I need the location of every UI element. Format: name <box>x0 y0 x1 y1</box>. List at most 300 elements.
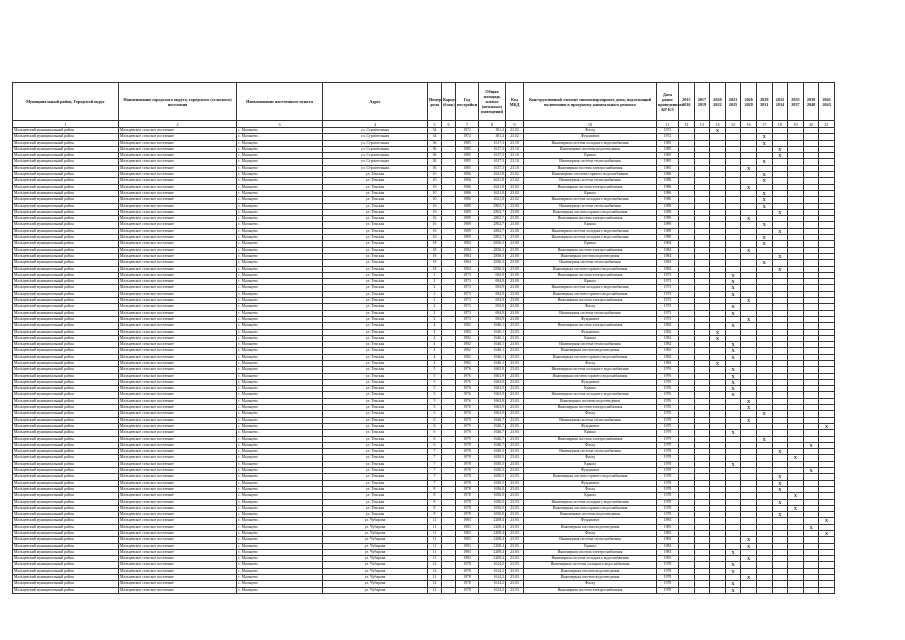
address-cell: ул. Тенская <box>323 373 428 379</box>
address-cell: ул. Тенская <box>323 411 428 417</box>
district-cell: Мальцевский муниципальный район <box>13 222 119 228</box>
code-cell: 23.03 <box>506 575 524 581</box>
period-mark: X <box>819 518 835 524</box>
address-cell: ул. Тенская <box>323 216 428 222</box>
prev-repair-date-cell: 1976 <box>657 379 679 385</box>
district-cell: Мальцевский муниципальный район <box>13 524 119 530</box>
house-number-cell: 11 <box>428 531 442 537</box>
prev-repair-date-cell: 1978 <box>657 486 679 492</box>
element-cell: Инженерная система электроснабжения <box>524 587 657 593</box>
settlement-cell: Мальцевское сельское поселение <box>119 323 237 329</box>
period-cell <box>741 587 757 593</box>
period-mark: X <box>772 512 788 518</box>
element-cell: Инженерная система водоотведения <box>524 524 657 530</box>
period-mark: X <box>741 405 757 411</box>
year-cell: 1984 <box>456 260 479 266</box>
year-cell: 1978 <box>456 461 479 467</box>
area-cell: 1617,3 <box>479 146 506 152</box>
locality-cell: с. Мальцево <box>237 587 323 593</box>
prev-repair-date-cell: 1979 <box>657 417 679 423</box>
code-cell: 23.03 <box>506 562 524 568</box>
code-cell: 23.03 <box>506 373 524 379</box>
period-mark: X <box>725 323 741 329</box>
locality-cell: с. Мальцево <box>237 562 323 568</box>
locality-cell: с. Мальцево <box>237 190 323 196</box>
settlement-cell: Мальцевское сельское поселение <box>119 524 237 530</box>
period-mark: X <box>725 562 741 568</box>
column-number: 9 <box>506 121 524 128</box>
period-mark: X <box>756 241 772 247</box>
area-cell: 2621,8 <box>479 190 506 196</box>
district-cell: Мальцевский муниципальный район <box>13 367 119 373</box>
area-cell: 1617,3 <box>479 165 506 171</box>
area-cell: 1646,1 <box>479 329 506 335</box>
code-cell: 23.03 <box>506 493 524 499</box>
header-area: Общая площадь жилых (нежилых) помещений <box>479 83 506 121</box>
area-cell: 2836,3 <box>479 253 506 259</box>
year-cell: 1982 <box>456 329 479 335</box>
header-period: 2023 2025 <box>725 83 741 121</box>
settlement-cell: Мальцевское сельское поселение <box>119 216 237 222</box>
element-cell: Фундамент <box>524 423 657 429</box>
column-number: 18 <box>772 121 788 128</box>
table-body <box>13 128 835 594</box>
code-cell: 23.03 <box>506 379 524 385</box>
settlement-cell: Мальцевское сельское поселение <box>119 543 237 549</box>
settlement-cell: Мальцевское сельское поселение <box>119 537 237 543</box>
district-cell: Мальцевский муниципальный район <box>13 291 119 297</box>
district-cell: Мальцевский муниципальный район <box>13 285 119 291</box>
element-cell: Инженерная система холодного водоснабжения <box>524 140 657 146</box>
locality-cell: с. Мальцево <box>237 386 323 392</box>
house-number-cell: 12 <box>428 581 442 587</box>
code-cell: 23.03 <box>506 367 524 373</box>
element-cell: Инженерная система водоотведения <box>524 568 657 574</box>
year-cell: 1984 <box>456 266 479 272</box>
period-mark: X <box>741 417 757 423</box>
header-house-number: Номер дома <box>428 83 442 121</box>
element-cell: Фасад <box>524 304 657 310</box>
locality-cell: с. Мальцево <box>237 398 323 404</box>
settlement-cell: Мальцевское сельское поселение <box>119 253 237 259</box>
district-cell: Мальцевский муниципальный район <box>13 386 119 392</box>
year-cell: 1973 <box>456 285 479 291</box>
house-number-cell: 16 <box>428 216 442 222</box>
year-cell: 1985 <box>456 153 479 159</box>
settlement-cell: Мальцевское сельское поселение <box>119 360 237 366</box>
code-cell: 23.03 <box>506 386 524 392</box>
address-cell: ул. Тенская <box>323 449 428 455</box>
year-cell: 1985 <box>456 146 479 152</box>
area-cell: 2802,7 <box>479 209 506 215</box>
settlement-cell: Мальцевское сельское поселение <box>119 329 237 335</box>
address-cell: ул. Строительная <box>323 140 428 146</box>
settlement-cell: Мальцевское сельское поселение <box>119 512 237 518</box>
district-cell: Мальцевский муниципальный район <box>13 272 119 278</box>
area-cell: 1663,9 <box>479 405 506 411</box>
settlement-cell: Мальцевское сельское поселение <box>119 222 237 228</box>
settlement-cell: Мальцевское сельское поселение <box>119 587 237 593</box>
period-mark: X <box>772 209 788 215</box>
district-cell: Мальцевский муниципальный район <box>13 216 119 222</box>
element-cell: Инженерная система теплоснабжения <box>524 417 657 423</box>
settlement-cell: Мальцевское сельское поселение <box>119 386 237 392</box>
year-cell: 1982 <box>456 354 479 360</box>
district-cell: Мальцевский муниципальный район <box>13 348 119 354</box>
period-mark: X <box>725 348 741 354</box>
address-cell: ул. Тенская <box>323 298 428 304</box>
prev-repair-date-cell: 1973 <box>657 272 679 278</box>
column-number: 12 <box>679 121 695 128</box>
address-cell: ул. Тенская <box>323 360 428 366</box>
address-cell: ул. Строительная <box>323 146 428 152</box>
year-cell: 1989 <box>456 216 479 222</box>
year-cell: 1979 <box>456 417 479 423</box>
prev-repair-date-cell: 1978 <box>657 480 679 486</box>
header-address: Адрес <box>323 83 428 121</box>
element-cell: Инженерные системы водоотведения <box>524 512 657 518</box>
district-cell: Мальцевский муниципальный район <box>13 411 119 417</box>
district-cell: Мальцевский муниципальный район <box>13 537 119 543</box>
settlement-cell: Мальцевское сельское поселение <box>119 549 237 555</box>
year-cell: 1984 <box>456 247 479 253</box>
period-mark: X <box>710 360 726 366</box>
year-cell: 1979 <box>456 423 479 429</box>
prev-repair-date-cell: 1983 <box>657 543 679 549</box>
code-cell: 23.10 <box>506 140 524 146</box>
area-cell: 1650,5 <box>479 474 506 480</box>
area-cell: 694,9 <box>479 272 506 278</box>
address-cell: ул. Тенская <box>323 184 428 190</box>
prev-repair-date-cell: 1985 <box>657 165 679 171</box>
code-cell: 23.03 <box>506 436 524 442</box>
prev-repair-date-cell: 1978 <box>657 468 679 474</box>
element-cell: Инженерная система холодного водоснабжения <box>524 285 657 291</box>
house-number-cell: 18 <box>428 241 442 247</box>
settlement-cell: Мальцевское сельское поселение <box>119 474 237 480</box>
year-cell: 1986 <box>456 190 479 196</box>
area-cell: 1646,1 <box>479 335 506 341</box>
district-cell: Мальцевский муниципальный район <box>13 304 119 310</box>
prev-repair-date-cell: 1978 <box>657 449 679 455</box>
code-cell: 23.03 <box>506 423 524 429</box>
area-cell: 2802,7 <box>479 228 506 234</box>
address-cell: ул. Тенская <box>323 285 428 291</box>
year-cell: 1976 <box>456 405 479 411</box>
district-cell: Мальцевский муниципальный район <box>13 512 119 518</box>
year-cell: 1976 <box>456 398 479 404</box>
address-cell: ул. Тенская <box>323 348 428 354</box>
address-cell: ул. Чубарова <box>323 537 428 543</box>
settlement-cell: Мальцевское сельское поселение <box>119 493 237 499</box>
code-cell: 23.03 <box>506 549 524 555</box>
locality-cell: с. Мальцево <box>237 253 323 259</box>
header-period: 2020 2022 <box>710 83 726 121</box>
district-cell: Мальцевский муниципальный район <box>13 184 119 190</box>
district-cell: Мальцевский муниципальный район <box>13 468 119 474</box>
locality-cell: с. Мальцево <box>237 279 323 285</box>
prev-repair-date-cell: 1982 <box>657 348 679 354</box>
district-cell: Мальцевский муниципальный район <box>13 279 119 285</box>
period-mark: X <box>725 587 741 593</box>
prev-repair-date-cell: 1989 <box>657 235 679 241</box>
settlement-cell: Мальцевское сельское поселение <box>119 190 237 196</box>
house-number-cell: 7 <box>428 480 442 486</box>
address-cell: ул. Тенская <box>323 323 428 329</box>
column-number: 21 <box>819 121 835 128</box>
settlement-cell: Мальцевское сельское поселение <box>119 178 237 184</box>
address-cell: ул. Тенская <box>323 367 428 373</box>
year-cell: 1973 <box>456 291 479 297</box>
prev-repair-date-cell: 1976 <box>657 392 679 398</box>
column-number: 5 <box>428 121 442 128</box>
element-cell: Инженерные системы водоотведения <box>524 146 657 152</box>
period-mark: X <box>725 549 741 555</box>
locality-cell: с. Мальцево <box>237 222 323 228</box>
area-cell: 1617,3 <box>479 159 506 165</box>
locality-cell: с. Мальцево <box>237 518 323 524</box>
area-cell: 1646,7 <box>479 430 506 436</box>
period-mark: X <box>725 310 741 316</box>
code-cell: 23.00 <box>506 310 524 316</box>
settlement-cell: Мальцевское сельское поселение <box>119 367 237 373</box>
area-cell: 2836,3 <box>479 247 506 253</box>
code-cell: 23.03 <box>506 468 524 474</box>
district-cell: Мальцевский муниципальный район <box>13 392 119 398</box>
prev-repair-date-cell: 1982 <box>657 335 679 341</box>
prev-repair-date-cell: 1978 <box>657 568 679 574</box>
prev-repair-date-cell: 1976 <box>657 367 679 373</box>
house-number-cell: 8 <box>428 512 442 518</box>
address-cell: ул. Тенская <box>323 461 428 467</box>
year-cell: 1979 <box>456 442 479 448</box>
house-number-cell: 11 <box>428 549 442 555</box>
column-number: 14 <box>710 121 726 128</box>
area-cell: 2208,4 <box>479 549 506 555</box>
period-cell <box>803 587 819 593</box>
area-cell: 1663,9 <box>479 373 506 379</box>
period-mark: X <box>725 272 741 278</box>
year-cell: 1973 <box>456 272 479 278</box>
year-cell: 1973 <box>456 279 479 285</box>
address-cell: ул. Тенская <box>323 203 428 209</box>
district-cell: Мальцевский муниципальный район <box>13 493 119 499</box>
house-number-cell: 34 <box>428 134 442 140</box>
year-cell: 1978 <box>456 486 479 492</box>
prev-repair-date-cell: 1983 <box>657 549 679 555</box>
element-cell: Инженерная система водоотведения <box>524 575 657 581</box>
element-cell: Инженерные системы горячего водоснабжения <box>524 172 657 178</box>
settlement-cell: Мальцевское сельское поселение <box>119 581 237 587</box>
settlement-cell: Мальцевское сельское поселение <box>119 304 237 310</box>
locality-cell: с. Мальцево <box>237 430 323 436</box>
period-mark: X <box>725 354 741 360</box>
settlement-cell: Мальцевское сельское поселение <box>119 291 237 297</box>
year-cell: 1978 <box>456 455 479 461</box>
district-cell: Мальцевский муниципальный район <box>13 455 119 461</box>
prev-repair-date-cell: 1986 <box>657 184 679 190</box>
house-number-cell: 4 <box>428 323 442 329</box>
code-cell: 23.03 <box>506 455 524 461</box>
address-cell: ул. Тенская <box>323 423 428 429</box>
period-mark: X <box>741 216 757 222</box>
settlement-cell: Мальцевское сельское поселение <box>119 203 237 209</box>
element-cell: Крыша <box>524 153 657 159</box>
district-cell: Мальцевский муниципальный район <box>13 266 119 272</box>
column-number: 3 <box>237 121 323 128</box>
year-cell: 1985 <box>456 159 479 165</box>
year-cell: 1978 <box>456 449 479 455</box>
period-mark: X <box>741 247 757 253</box>
column-number: 8 <box>479 121 506 128</box>
area-cell: 1650,5 <box>479 468 506 474</box>
element-cell: Инженерная система электроснабжения <box>524 247 657 253</box>
district-cell: Мальцевский муниципальный район <box>13 228 119 234</box>
prev-repair-date-cell: 1986 <box>657 178 679 184</box>
period-cell <box>819 587 835 593</box>
code-cell: 23.00 <box>506 222 524 228</box>
locality-cell: с. Мальцево <box>237 549 323 555</box>
prev-repair-date-cell: 1989 <box>657 222 679 228</box>
code-cell: 23.03 <box>506 360 524 366</box>
area-cell: 2621,8 <box>479 178 506 184</box>
period-mark: X <box>741 556 757 562</box>
year-cell: 1989 <box>456 235 479 241</box>
district-cell: Мальцевский муниципальный район <box>13 587 119 593</box>
code-cell: 23.02 <box>506 178 524 184</box>
year-cell: 1972 <box>456 128 479 134</box>
area-cell: 1650,5 <box>479 455 506 461</box>
district-cell: Мальцевский муниципальный район <box>13 209 119 215</box>
header-prev-repair-date: Дата ранее проведенного КР КЭ <box>657 83 679 121</box>
district-cell: Мальцевский муниципальный район <box>13 241 119 247</box>
locality-cell: с. Мальцево <box>237 512 323 518</box>
locality-cell: с. Мальцево <box>237 449 323 455</box>
code-cell: 23.03 <box>506 348 524 354</box>
capital-repair-program-table <box>12 82 835 594</box>
address-cell: ул. Тенская <box>323 386 428 392</box>
period-mark: X <box>772 449 788 455</box>
prev-repair-date-cell: 1984 <box>657 247 679 253</box>
locality-cell: с. Мальцево <box>237 379 323 385</box>
area-cell: 2802,7 <box>479 203 506 209</box>
element-cell: Фасад <box>524 442 657 448</box>
year-cell: 1989 <box>456 228 479 234</box>
code-cell: 23.02 <box>506 197 524 203</box>
period-mark: X <box>756 260 772 266</box>
address-cell: ул. Тенская <box>323 178 428 184</box>
period-mark: X <box>788 505 804 511</box>
area-cell: 1663,9 <box>479 411 506 417</box>
settlement-cell: Мальцевское сельское поселение <box>119 348 237 354</box>
address-cell: ул. Строительная <box>323 153 428 159</box>
area-cell: 2802,7 <box>479 235 506 241</box>
locality-cell: с. Мальцево <box>237 197 323 203</box>
house-number-cell: 8 <box>428 499 442 505</box>
house-number-cell: 36 <box>428 159 442 165</box>
area-cell: 2208,4 <box>479 524 506 530</box>
settlement-cell: Мальцевское сельское поселение <box>119 228 237 234</box>
settlement-cell: Мальцевское сельское поселение <box>119 568 237 574</box>
element-cell: Инженерная система горячего водоснабжения <box>524 209 657 215</box>
element-cell: Инженерная система холодного водоснабжения <box>524 228 657 234</box>
prev-repair-date-cell: 1978 <box>657 512 679 518</box>
prev-repair-date-cell: 1979 <box>657 423 679 429</box>
period-mark: X <box>772 253 788 259</box>
house-number-cell: 6 <box>428 417 442 423</box>
element-cell: Инженерная система горячего водоснабжения <box>524 266 657 272</box>
house-number-cell: 5 <box>428 367 442 373</box>
year-cell: 1973 <box>456 304 479 310</box>
year-cell: 1976 <box>456 411 479 417</box>
element-cell: Инженерная система горячего водоснабжения <box>524 354 657 360</box>
district-cell: Мальцевский муниципальный район <box>13 159 119 165</box>
year-cell: 1978 <box>456 499 479 505</box>
address-cell: ул. Чубарова <box>323 587 428 593</box>
locality-cell: с. Мальцево <box>237 461 323 467</box>
district-cell: Мальцевский муниципальный район <box>13 568 119 574</box>
house-number-cell: 11 <box>428 518 442 524</box>
settlement-cell: Мальцевское сельское поселение <box>119 411 237 417</box>
code-cell: 23.00 <box>506 260 524 266</box>
area-cell: 2208,4 <box>479 543 506 549</box>
settlement-cell: Мальцевское сельское поселение <box>119 436 237 442</box>
district-cell: Мальцевский муниципальный район <box>13 316 119 322</box>
locality-cell: с. Мальцево <box>237 335 323 341</box>
year-cell: 1973 <box>456 316 479 322</box>
code-cell: 23.03 <box>506 398 524 404</box>
element-cell: Фасад <box>524 531 657 537</box>
address-cell: ул. Тенская <box>323 499 428 505</box>
area-cell: 1663,9 <box>479 386 506 392</box>
element-cell: Крыша <box>524 190 657 196</box>
year-cell: 1986 <box>456 197 479 203</box>
address-cell: ул. Строительная <box>323 128 428 134</box>
area-cell: 1656,0 <box>479 486 506 492</box>
house-number-cell: 8 <box>428 486 442 492</box>
element-cell: Крыша <box>524 279 657 285</box>
year-cell: 1984 <box>456 253 479 259</box>
settlement-cell: Мальцевское сельское поселение <box>119 209 237 215</box>
locality-cell: с. Мальцево <box>237 159 323 165</box>
settlement-cell: Мальцевское сельское поселение <box>119 241 237 247</box>
address-cell: ул. Тенская <box>323 310 428 316</box>
element-cell: Инженерная система теплоснабжения <box>524 178 657 184</box>
period-cell <box>679 587 695 593</box>
prev-repair-date-cell: 1976 <box>657 398 679 404</box>
district-cell: Мальцевский муниципальный район <box>13 360 119 366</box>
prev-repair-date-cell: 1983 <box>657 556 679 562</box>
locality-cell: с. Мальцево <box>237 348 323 354</box>
header-year: Год постройки <box>456 83 479 121</box>
year-cell: 1978 <box>456 480 479 486</box>
period-mark: X <box>803 468 819 474</box>
house-number-cell: 18 <box>428 260 442 266</box>
settlement-cell: Мальцевское сельское поселение <box>119 461 237 467</box>
settlement-cell: Мальцевское сельское поселение <box>119 316 237 322</box>
district-cell: Мальцевский муниципальный район <box>13 405 119 411</box>
district-cell: Мальцевский муниципальный район <box>13 430 119 436</box>
period-mark: X <box>772 474 788 480</box>
house-number-cell: 36 <box>428 153 442 159</box>
code-cell: 23.03 <box>506 411 524 417</box>
year-cell: 1989 <box>456 222 479 228</box>
element-cell: Инженерная система водоотведения <box>524 253 657 259</box>
area-cell: 1650,5 <box>479 480 506 486</box>
year-cell: 1984 <box>456 241 479 247</box>
prev-repair-date-cell: 1973 <box>657 291 679 297</box>
district-cell: Мальцевский муниципальный район <box>13 134 119 140</box>
